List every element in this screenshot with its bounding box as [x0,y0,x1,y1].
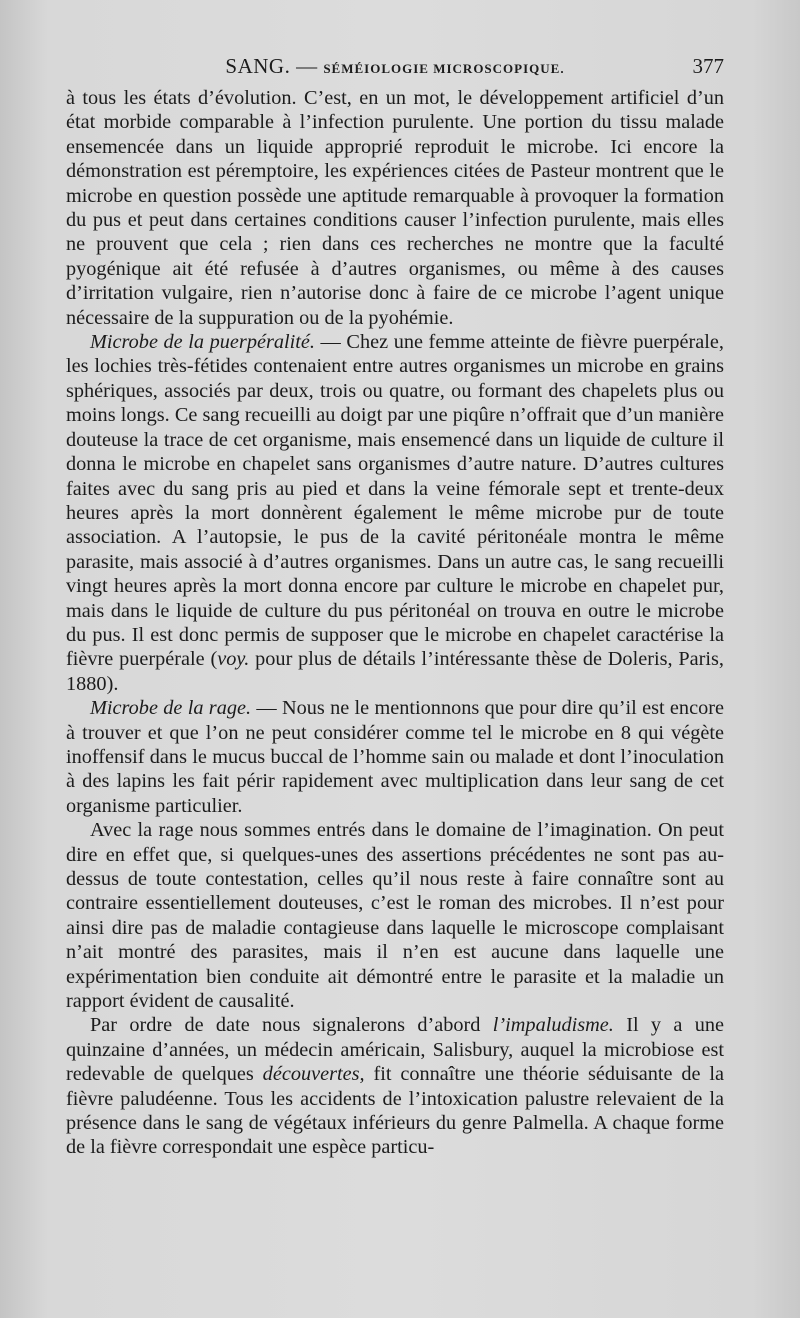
running-head [66,54,724,79]
inline-italic: voy. [217,648,250,671]
paragraph-text-end: fit connaître une théorie séduisante de la fièvre paludéenne. Tous les accidents de l’intoxication palustre relevaient de la présence dans le sang de végétaux inférieurs du genre Palmella. A chaque forme de la fièvre correspondait une espèce particu- [66,1063,725,1159]
header-separator: — [296,54,318,78]
running-subtitle: SÉMÉIOLOGIE MICROSCOPIQUE. [323,61,565,76]
inline-italic: l’impaludisme. [492,1014,614,1037]
paragraph-text: à tous les états d’évolution. C’est, en un mot, le développement artificiel d’un état morbide comparable à l’infection purulente. Une portion du tissu malade ensemencée dans un liquide approprié reproduit le microbe. Ici encore la démonstration est péremptoire, les expériences citées de Pasteur montrent que le microbe en question possède une aptitude remarquable à provoquer la formation du pus et peut dans certaines conditions causer l’infection purulente, mais elles ne prouvent que cela ; rien dans ces recherches ne montre que la faculté pyogénique ait été refusée à d’autres organismes, ou même à des causes d’irritation vulgaire, rien n’autorise donc à faire de ce microbe l’agent unique nécessaire de la suppuration ou de la pyohémie. [66,87,724,329]
paragraph-text: Avec la rage nous sommes entrés dans le domaine de l’imagination. On peut dire en effet que, si quelques-unes des assertions précédentes ne sont pas au-dessus de toute contestation, celles qu’il nous reste à faire connaître sont au contraire essentiellement douteuses, c’est le roman des microbes. Il n’est pour ainsi dire pas de maladie contagieuse dans laquelle le microscope complaisant n’ait montré des parasites, mais il n’en est aucune dans laquelle une expérimentation bien conduite ait démontré entre le parasite et la maladie un rapport évident de causalité. [66,819,724,1013]
inline-italic: découvertes, [262,1063,365,1086]
body-text [66,86,724,1160]
paragraph-text-end: pour plus de détails l’intéressante thèse de Doleris, Paris, 1880). [66,648,724,695]
paragraph-imagination [66,818,724,1013]
section-heading-rage: Microbe de la rage. [90,697,252,720]
paragraph-text: — Chez une femme atteinte de fièvre puerpérale, les lochies très-fétides contenaient entre autres organismes un microbe en grains sphériques, associés par deux, trois ou quatre, ou formant des chapelets plus ou moins longs. Ce sang recueilli au doigt par une piqûre n’offrait que d’un manière douteuse la trace de cet organisme, mais ensemencé dans un liquide de culture il donna le microbe en chapelet sans organismes d’autre nature. D’autres cultures faites avec du sang pris au pied et dans la veine fémorale sept et trente-deux heures après la mort donnèrent également le même microbe pur de toute association. A l’autopsie, le pus de la cavité péritonéale montra le même parasite, mais associé à d’autres organismes. Dans un autre cas, le sang recueilli vingt heures après la mort donna encore par culture le microbe en chapelet pur, mais dans le liquide de culture du pus péritonéal on trouva en outre le microbe du pus. Il est donc permis de supposer que le microbe en chapelet caractérise la fièvre puerpérale ( [66,331,724,671]
paragraph-rage [66,696,724,818]
paragraph-impaludisme [66,1013,724,1159]
paragraph-puerperalite [66,330,724,696]
page-header [66,50,724,84]
paragraph-infection-purulente [66,86,724,330]
running-title: SANG. [225,54,291,78]
page-number: 377 [692,54,724,78]
paragraph-text: — Nous ne le mentionnons que pour dire qu’il est encore à trouver et que l’on ne peut considérer comme tel le microbe en 8 qui végète inoffensif dans le mucus buccal de l’homme sain ou malade et dont l’inoculation à des lapins les fait périr rapidement avec multiplication dans leur sang de cet organisme particulier. [66,697,724,817]
paragraph-text-start: Par ordre de date nous signalerons d’abord [90,1014,493,1037]
section-heading-puerperalite: Microbe de la puerpéralité. [90,331,315,354]
paragraph-text: Il y a une quinzaine d’années, un médecin américain, Salisbury, auquel la microbiose est redevable de quelques [66,1014,724,1086]
